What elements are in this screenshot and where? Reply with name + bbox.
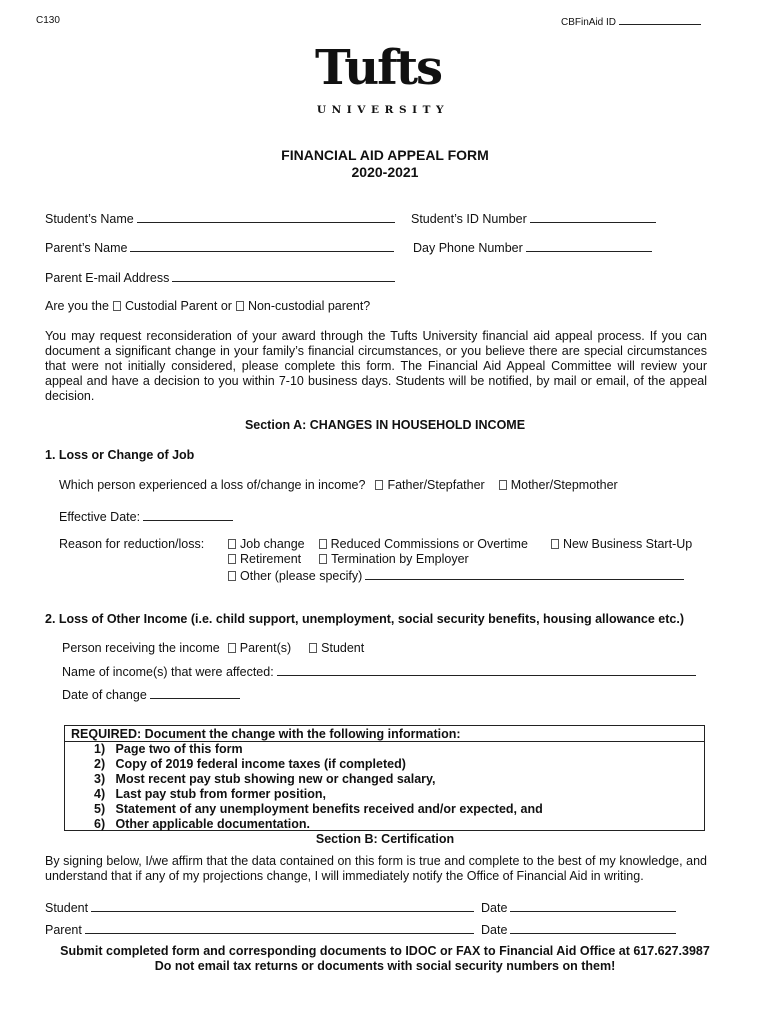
student-signature-field[interactable] xyxy=(45,899,474,915)
cbfinaid-field[interactable] xyxy=(561,15,701,28)
parent-email-label: Parent E-mail Address xyxy=(45,271,170,285)
student-date-blank[interactable] xyxy=(510,899,676,912)
cbfinaid-blank[interactable] xyxy=(619,15,701,25)
parent-email-field[interactable] xyxy=(45,269,395,285)
other-checkbox[interactable] xyxy=(228,571,236,581)
form-code: C130 xyxy=(36,15,60,26)
parent-name-label: Parent’s Name xyxy=(45,241,128,255)
footer-warning: Do not email tax returns or documents with social security numbers on them! xyxy=(154,959,616,973)
date-of-change-label: Date of change xyxy=(62,688,147,702)
mother-label: Mother/Stepmother xyxy=(510,478,618,492)
student-name-field[interactable] xyxy=(45,210,395,226)
parent-name-field[interactable] xyxy=(45,239,394,255)
student-signature-blank[interactable] xyxy=(91,899,474,912)
certification-text: By signing below, I/we affirm that the data contained on this form is true and complete to the best of my knowledge, and understand that if any of my projections change, I will immediately notify the Office of Financial Aid in writing. xyxy=(45,854,707,883)
student-id-blank[interactable] xyxy=(530,210,656,223)
footer-instructions: Submit completed form and corresponding documents to IDOC or FAX to Financial Aid Office at 617.627.3987 xyxy=(60,944,710,958)
reason-row-2 xyxy=(224,552,469,566)
reduced-label: Reduced Commissions or Overtime xyxy=(330,537,528,551)
income-names-blank[interactable] xyxy=(277,663,696,676)
logo-word: Tufts xyxy=(314,40,442,96)
student-name-label: Student’s Name xyxy=(45,212,134,226)
parent-date-blank[interactable] xyxy=(510,921,676,934)
reason-label: Reason for reduction/loss: xyxy=(59,537,205,551)
termination-label: Termination by Employer xyxy=(331,552,469,566)
income-names-field[interactable] xyxy=(62,663,696,679)
student-checkbox[interactable] xyxy=(309,643,317,653)
cbfinaid-label: CBFinAid ID xyxy=(561,17,617,28)
new-business-label: New Business Start-Up xyxy=(563,537,693,551)
reason-row-3 xyxy=(224,567,684,583)
parent-signature-blank[interactable] xyxy=(85,921,474,934)
parent-date-label: Date xyxy=(481,923,508,937)
required-item: 5) Statement of any unemployment benefits received and/or expected, and xyxy=(94,802,543,816)
mother-checkbox[interactable] xyxy=(499,480,507,490)
parent-email-blank[interactable] xyxy=(172,269,395,282)
other-label: Other (please specify) xyxy=(240,569,363,583)
noncustodial-label: Non-custodial parent? xyxy=(247,299,371,313)
parents-label: Parent(s) xyxy=(239,641,292,655)
termination-checkbox[interactable] xyxy=(319,554,327,564)
father-label: Father/Stepfather xyxy=(387,478,485,492)
person-receiving-row xyxy=(62,641,364,655)
parent-type-row xyxy=(45,299,370,313)
intro-paragraph: You may request reconsideration of your award through the Tufts University financial aid appeal process. If you can document a significant change in your family’s financial circumstances, or you believe there are special circumstances that were not initially considered, please complete this form. The Financial Aid Appeal Committee will review your appeal and have a decision to you within 7-10 business days. Students will be notified, by mail or email, of the appeal decision. xyxy=(45,329,707,403)
new-business-option xyxy=(547,537,692,551)
student-signature-label: Student xyxy=(45,901,89,915)
reduced-checkbox[interactable] xyxy=(319,539,327,549)
section-a-heading: Section A: CHANGES IN HOUSEHOLD INCOME xyxy=(244,418,526,432)
retirement-label: Retirement xyxy=(240,552,302,566)
student-date-label: Date xyxy=(481,901,508,915)
father-checkbox[interactable] xyxy=(375,480,383,490)
parent-signature-field[interactable] xyxy=(45,921,474,937)
required-heading: REQUIRED: Document the change with the following information: xyxy=(71,727,461,741)
income-names-label: Name of income(s) that were affected: xyxy=(62,665,274,679)
day-phone-field[interactable] xyxy=(413,239,652,255)
parent-signature-label: Parent xyxy=(45,923,82,937)
parent-date-field[interactable] xyxy=(481,921,676,937)
reason-row-1 xyxy=(224,537,528,551)
effective-date-label: Effective Date: xyxy=(59,510,141,524)
form-year: 2020-2021 xyxy=(351,164,419,180)
job-change-checkbox[interactable] xyxy=(228,539,236,549)
new-business-checkbox[interactable] xyxy=(551,539,559,549)
effective-date-field[interactable] xyxy=(59,508,233,524)
logo-sub: UNIVERSITY xyxy=(316,104,450,116)
date-of-change-field[interactable] xyxy=(62,686,240,702)
who-question: Which person experienced a loss of/change in income? xyxy=(59,478,366,492)
day-phone-blank[interactable] xyxy=(526,239,652,252)
required-item: 6) Other applicable documentation. xyxy=(94,817,311,831)
required-item: 4) Last pay stub from former position, xyxy=(94,787,326,801)
retirement-checkbox[interactable] xyxy=(228,554,236,564)
effective-date-blank[interactable] xyxy=(143,508,233,521)
parents-checkbox[interactable] xyxy=(228,643,236,653)
day-phone-label: Day Phone Number xyxy=(413,241,523,255)
form-title: FINANCIAL AID APPEAL FORM xyxy=(281,147,489,163)
student-id-label: Student’s ID Number xyxy=(411,212,527,226)
parent-name-blank[interactable] xyxy=(130,239,394,252)
person-receiving-label: Person receiving the income xyxy=(62,641,220,655)
job-change-label: Job change xyxy=(240,537,305,551)
other-specify-blank[interactable] xyxy=(365,567,684,580)
who-row xyxy=(59,478,618,492)
student-option-label: Student xyxy=(321,641,365,655)
date-of-change-blank[interactable] xyxy=(150,686,240,699)
item2-title: 2. Loss of Other Income (i.e. child support, unemployment, social security benefits, housing allowance etc.) xyxy=(45,612,685,626)
item1-title: 1. Loss or Change of Job xyxy=(45,448,195,462)
noncustodial-checkbox[interactable] xyxy=(236,301,244,311)
required-item: 1) Page two of this form xyxy=(94,742,243,756)
student-date-field[interactable] xyxy=(481,899,676,915)
custodial-checkbox[interactable] xyxy=(113,301,121,311)
required-item: 2) Copy of 2019 federal income taxes (if completed) xyxy=(94,757,406,771)
parent-type-question: Are you the xyxy=(45,299,109,313)
custodial-label: Custodial Parent or xyxy=(124,299,232,313)
student-id-field[interactable] xyxy=(411,210,656,226)
required-item: 3) Most recent pay stub showing new or changed salary, xyxy=(94,772,436,786)
section-b-heading: Section B: Certification xyxy=(315,832,455,846)
student-name-blank[interactable] xyxy=(137,210,395,223)
